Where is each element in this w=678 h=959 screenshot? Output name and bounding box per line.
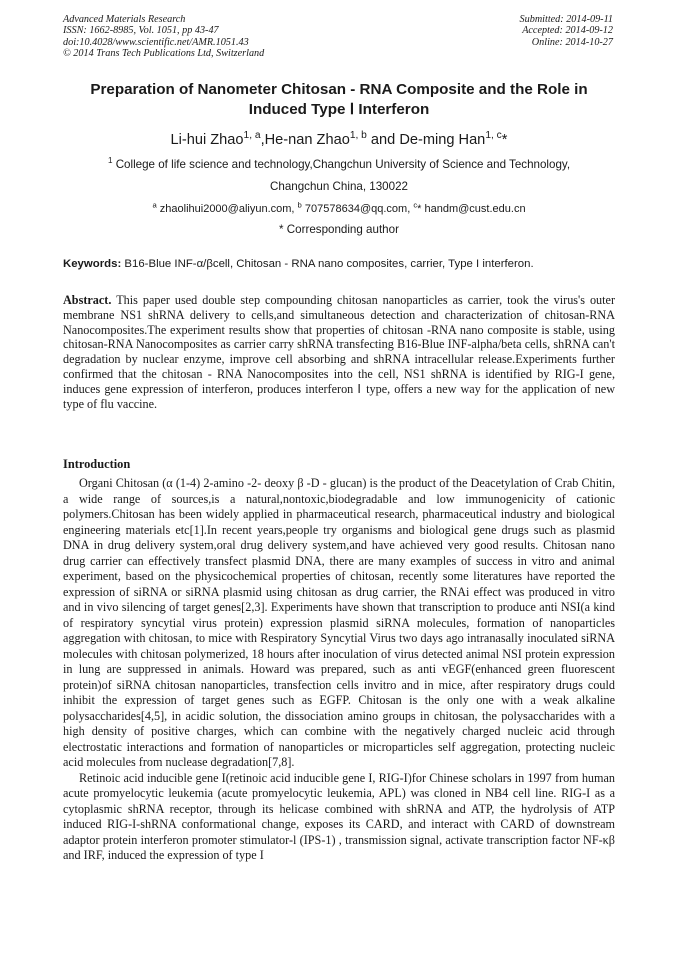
online-date: Online: 2014-10-27 <box>531 36 613 48</box>
email-corr-mark: * <box>417 203 422 215</box>
keywords <box>63 256 615 272</box>
author-and: and <box>366 132 400 148</box>
corresponding-mark: * <box>501 132 508 148</box>
author-affil-mark: 1, a <box>243 130 261 142</box>
author-name: De-ming Han <box>399 132 486 148</box>
doi-line: doi:10.4028/www.scientific.net/AMR.1051.43 <box>63 36 249 48</box>
introduction-body <box>63 476 615 864</box>
submitted-date: Submitted: 2014-09-11 <box>519 14 613 25</box>
affil-mark: 1 <box>107 156 113 166</box>
keywords-label: Keywords: <box>63 258 122 270</box>
email-link[interactable]: handm@cust.edu.cn <box>424 203 526 215</box>
affiliation <box>60 154 618 198</box>
affil-line-2: Changchun China, 130022 <box>270 180 408 193</box>
author-affil-mark: 1, c <box>485 130 502 142</box>
email-mark: c <box>413 200 418 210</box>
dates-header <box>393 14 613 48</box>
copyright-line: © 2014 Trans Tech Publications Ltd, Switzerland <box>63 48 265 60</box>
title-line-1: Preparation of Nanometer Chitosan - RNA Composite and the Role in <box>90 81 588 98</box>
title-line-2: Induced Type Ⅰ Interferon <box>248 101 430 118</box>
section-heading: Introduction <box>63 457 131 471</box>
paragraph: Organi Chitosan (α (1-4) 2-amino -2- deoxy β -D - glucan) is the product of the Deacetylation of Crab Chitin, a wide range of sources,is a natural,nontoxic,biodegradable and low immunogenicity of cationic polymers.Chitosan has been widely applied in pharmaceutical research, pharmaceutical industry and biological engineering materials etc[1].In recent years,people try organisms and biological gene drugs such as plasmid DNA in drug delivery system,oral drug delivery system,and have achieved very good results. Chitosan nano drug carrier can effectively transfect plasmid DNA, there are many examples of success in vitro and animal experiment, based on the physicochemical properties of chitosan, recently some literatures have reported the expression of siRNA or siRNA plasmid using chitosan as drug carrier, the RNAi effect was produced in vitro and in vivo silencing of target genes[2,3]. Experiments have shown that transcription to produce anti NSI(a kind of respiratory syncytial virus protein) expression plasmid siRNA molecules, formation of nanoparticles aggregation with chitosan, to mice with Respiratory Syncytial Virus two days ago intranasally inoculated siRNA molecules with chitosan polymerized, 18 hours after inoculation of virus detected animal NSI protein expression in lung are suppressed in animals. Howard was prepared, such as anti vEGF(enhanced green fluorescent protein)of siRNA chitosan nanoparticles, transfection cells invitro and in mice, after respiratory drugs could inhibit the expression of target genes such as EGFP. Chitosan is the only one with a weak alkaline polysaccharides[4,5], in acidic solution, the dissociation amino groups in chitosan, the polysaccharides with a high density of positive charges, which can combine with the negatively charged nucleic acid through electrostatic interactions and formation of nanoparticles or microparticles self aggregation, protecting nucleic acid molecules from nuclease degradation[7,8]. <box>63 476 615 769</box>
paragraph: Retinoic acid inducible gene I(retinoic acid inducible gene I, RIG-I)for Chinese scholars in 1997 from human acute promyelocytic leukemia (acute promyelocytic leukemia, APL) was cloned in NB4 cell line. RIG-I as a cytoplasmic shRNA receptor, through its helicase combined with shRNA and ATP, the hydrolysis of ATP induced RIG-I-shRNA conformational change, exposes its CARD, and interact with CARD of downstream adaptor protein interferon promoter stimulator-l (IPS-1) , transmission signal, activate transcription factor NF-κβ and IRF, induced the expression of type I <box>63 770 615 862</box>
accepted-date: Accepted: 2014-09-12 <box>522 25 613 37</box>
author-name: Li-hui Zhao <box>170 132 244 148</box>
journal-name: Advanced Materials Research <box>63 14 186 25</box>
email-link[interactable]: 707578634@qq.com, <box>304 203 411 215</box>
author-name: He-nan Zhao <box>264 132 350 148</box>
email-list <box>60 198 618 220</box>
abstract <box>63 293 615 411</box>
author-affil-mark: 1, b <box>349 130 367 142</box>
email-mark: a <box>152 200 157 210</box>
keywords-text: B16-Blue INF-α/βcell, Chitosan - RNA nano composites, carrier, Type I interferon. <box>124 258 534 270</box>
email-mark: b <box>297 200 302 210</box>
email-link[interactable]: zhaolihui2000@aliyun.com, <box>159 203 295 215</box>
paper-title <box>60 80 618 120</box>
journal-header <box>63 14 383 60</box>
abstract-label: Abstract. <box>63 293 112 307</box>
author-separator: , <box>260 132 265 148</box>
author-list <box>60 131 618 149</box>
issn-line: ISSN: 1662-8985, Vol. 1051, pp 43-47 <box>63 25 219 37</box>
affil-line-1: College of life science and technology,Changchun University of Science and Technology, <box>115 158 571 171</box>
corresponding-author: * Corresponding author <box>279 223 399 236</box>
abstract-text: This paper used double step compounding chitosan nanoparticles as carrier, took the virus's outer membrane NS1 shRNA delivery to cells,and simultaneous detection and characterization of chitosan-RNA Nanocomposites.The experiment results show that properties of chitosan -RNA nano composite is stable, using chitosan-RNA Nanocomposites as carrier carry shRNA transfecting B16-Blue INF-alpha/beta cells, shRNA can't degradation by nuclear enzyme, improve cell absorbing and shRNA intracellular release.Experiments further confirmed that the chitosan - RNA Nanocomposites into the cell, NS1 shRNA is identified by RIG-I gene, induces gene expression of interferon, produces interferon Ⅰ type, offers a new way for the application of new type of flu vaccine. <box>63 293 615 411</box>
